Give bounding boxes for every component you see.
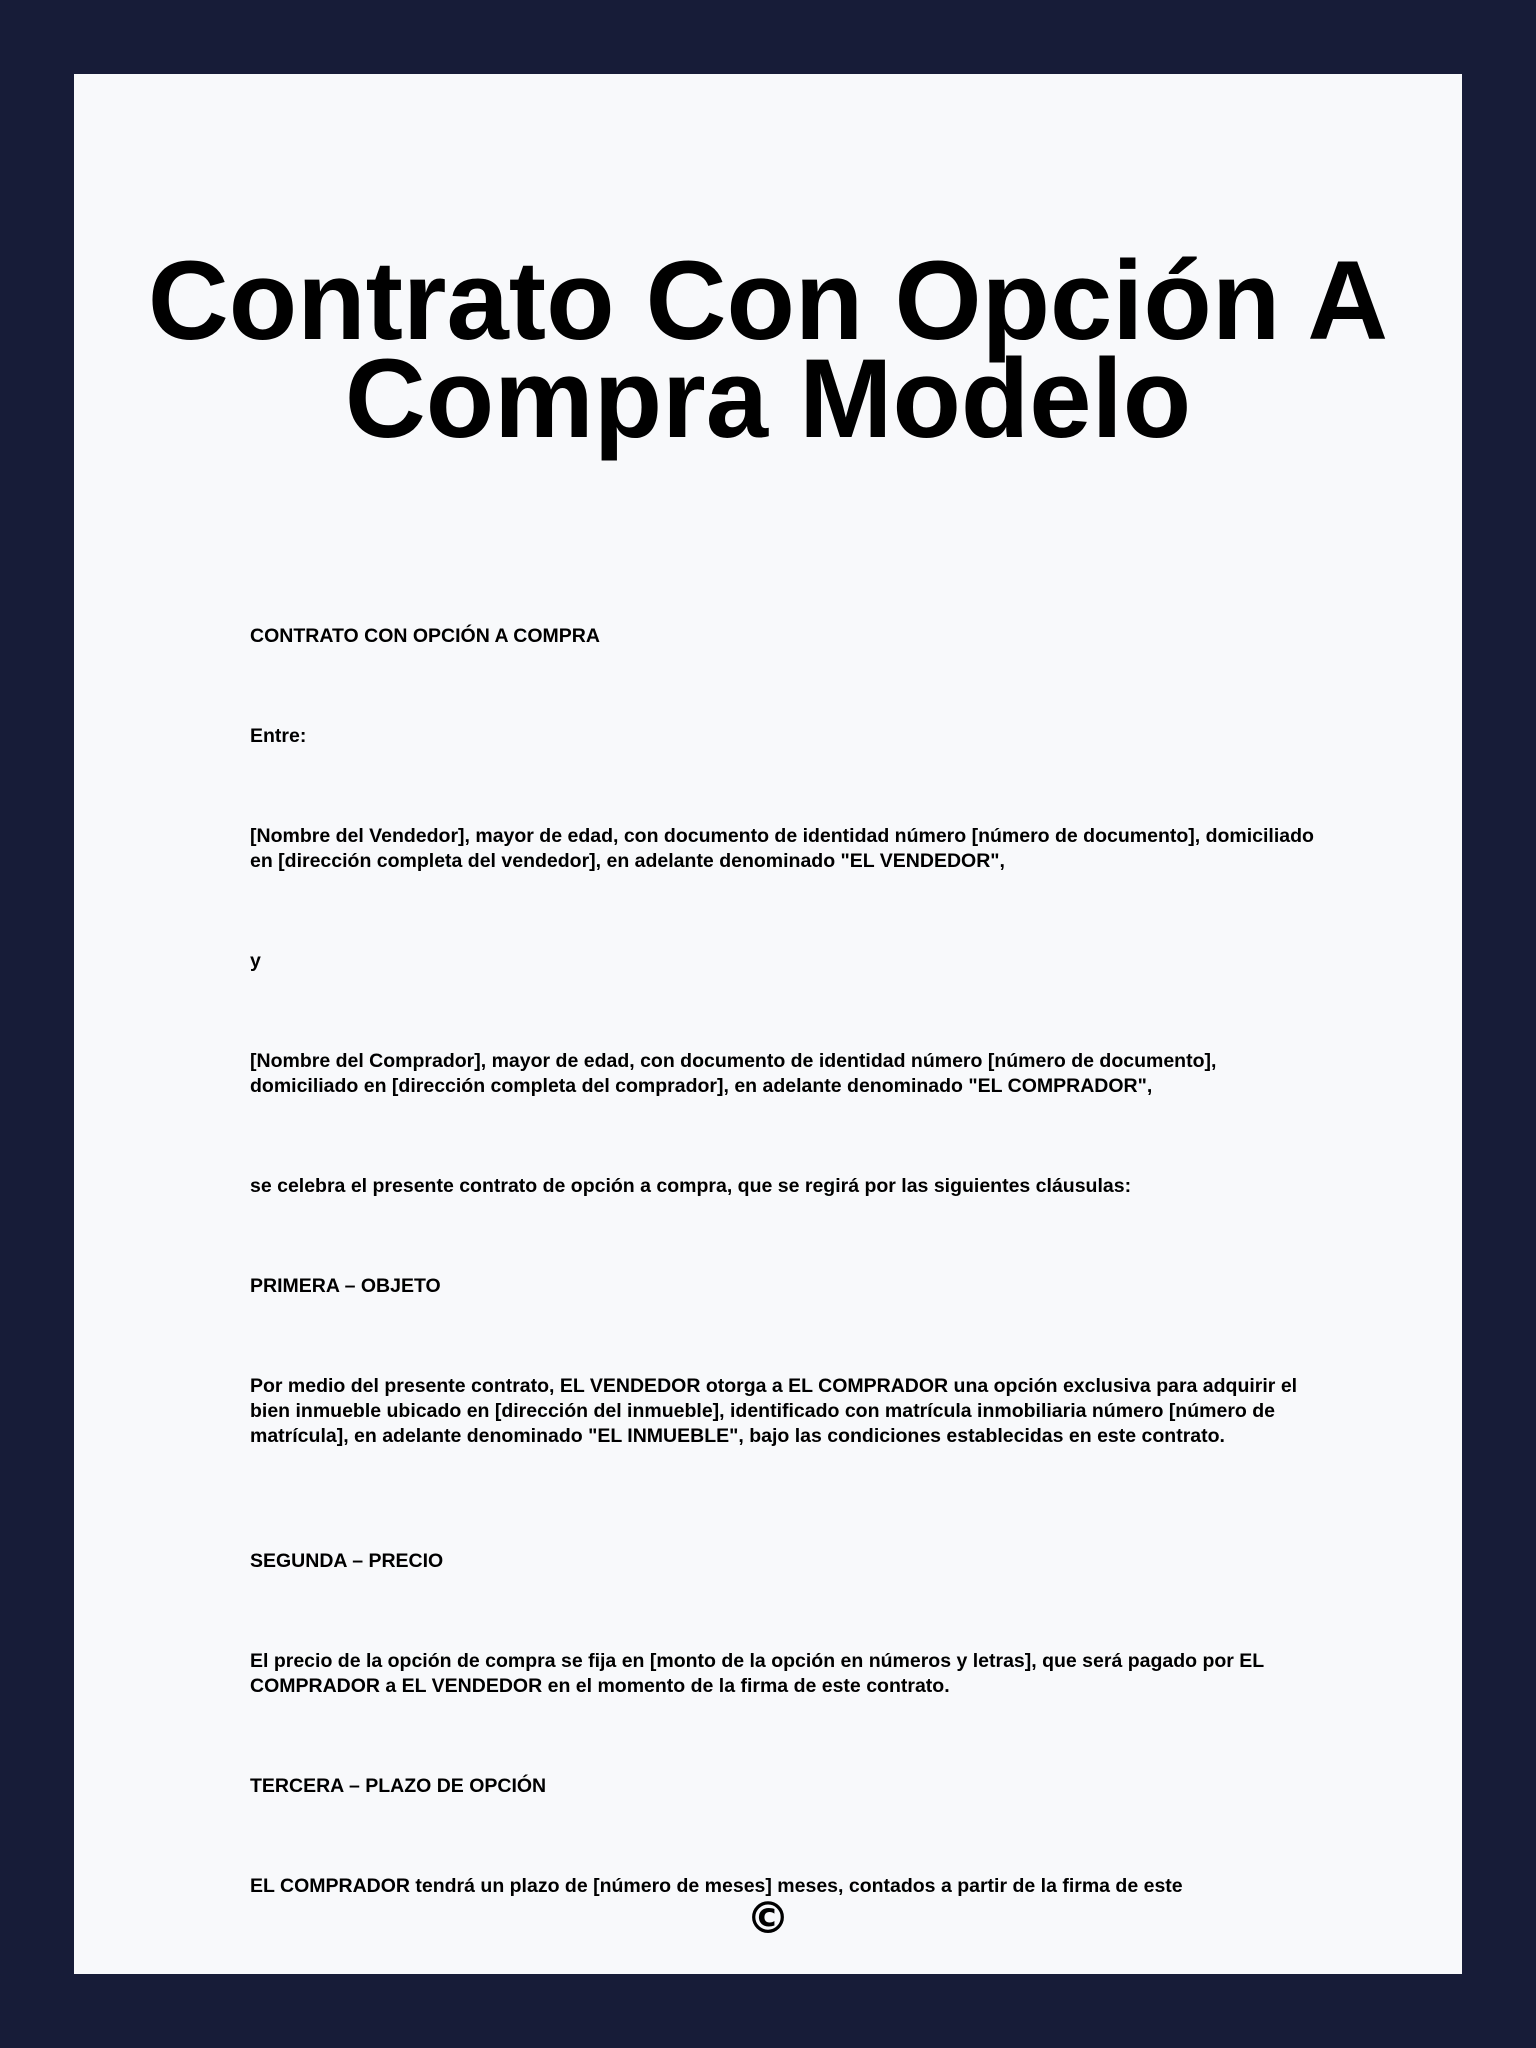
celebration-paragraph: se celebra el presente contrato de opción a compra, que se regirá por las siguientes cláusulas: [250,1175,1132,1197]
clause-text-third: EL COMPRADOR tendrá un plazo de [número de meses] meses, contados a partir de la firma de este [250,1875,1183,1897]
conjunction-paragraph: y [250,950,261,972]
clause-heading-first: PRIMERA – OBJETO [250,1275,441,1297]
clause-heading-second: SEGUNDA – PRECIO [250,1550,444,1572]
clause-text-second: El precio de la opción de compra se fija en [monto de la opción en números y letras], que será pagado por EL COMPRADOR a EL VENDEDOR en el momento de la firma de este contrato. [250,1650,1264,1697]
copyright-icon: © [746,1893,790,1944]
contract-heading: CONTRATO CON OPCIÓN A COMPRA [250,625,600,647]
clause-heading-third: TERCERA – PLAZO DE OPCIÓN [250,1775,547,1797]
buyer-paragraph: [Nombre del Comprador], mayor de edad, con documento de identidad número [número de documento], domiciliado en [dirección completa del comprador], en adelante denominado "EL COMPRADOR", [250,1050,1217,1097]
seller-paragraph: [Nombre del Vendedor], mayor de edad, con documento de identidad número [número de documento], domiciliado en [dirección completa del vendedor], en adelante denominado "EL VENDEDOR", [250,825,1314,872]
document-title: Contrato Con Opción A Compra Modelo [147,238,1389,461]
document-page [74,74,1462,1974]
clause-text-first: Por medio del presente contrato, EL VENDEDOR otorga a EL COMPRADOR una opción exclusiva para adquirir el bien inmueble ubicado en [dirección del inmueble], identificado con matrícula inmobiliaria número [número de matrícula], en adelante denominado "EL INMUEBLE", bajo las condiciones establecidas en este contrato. [250,1375,1298,1447]
parties-intro: Entre: [250,725,307,747]
